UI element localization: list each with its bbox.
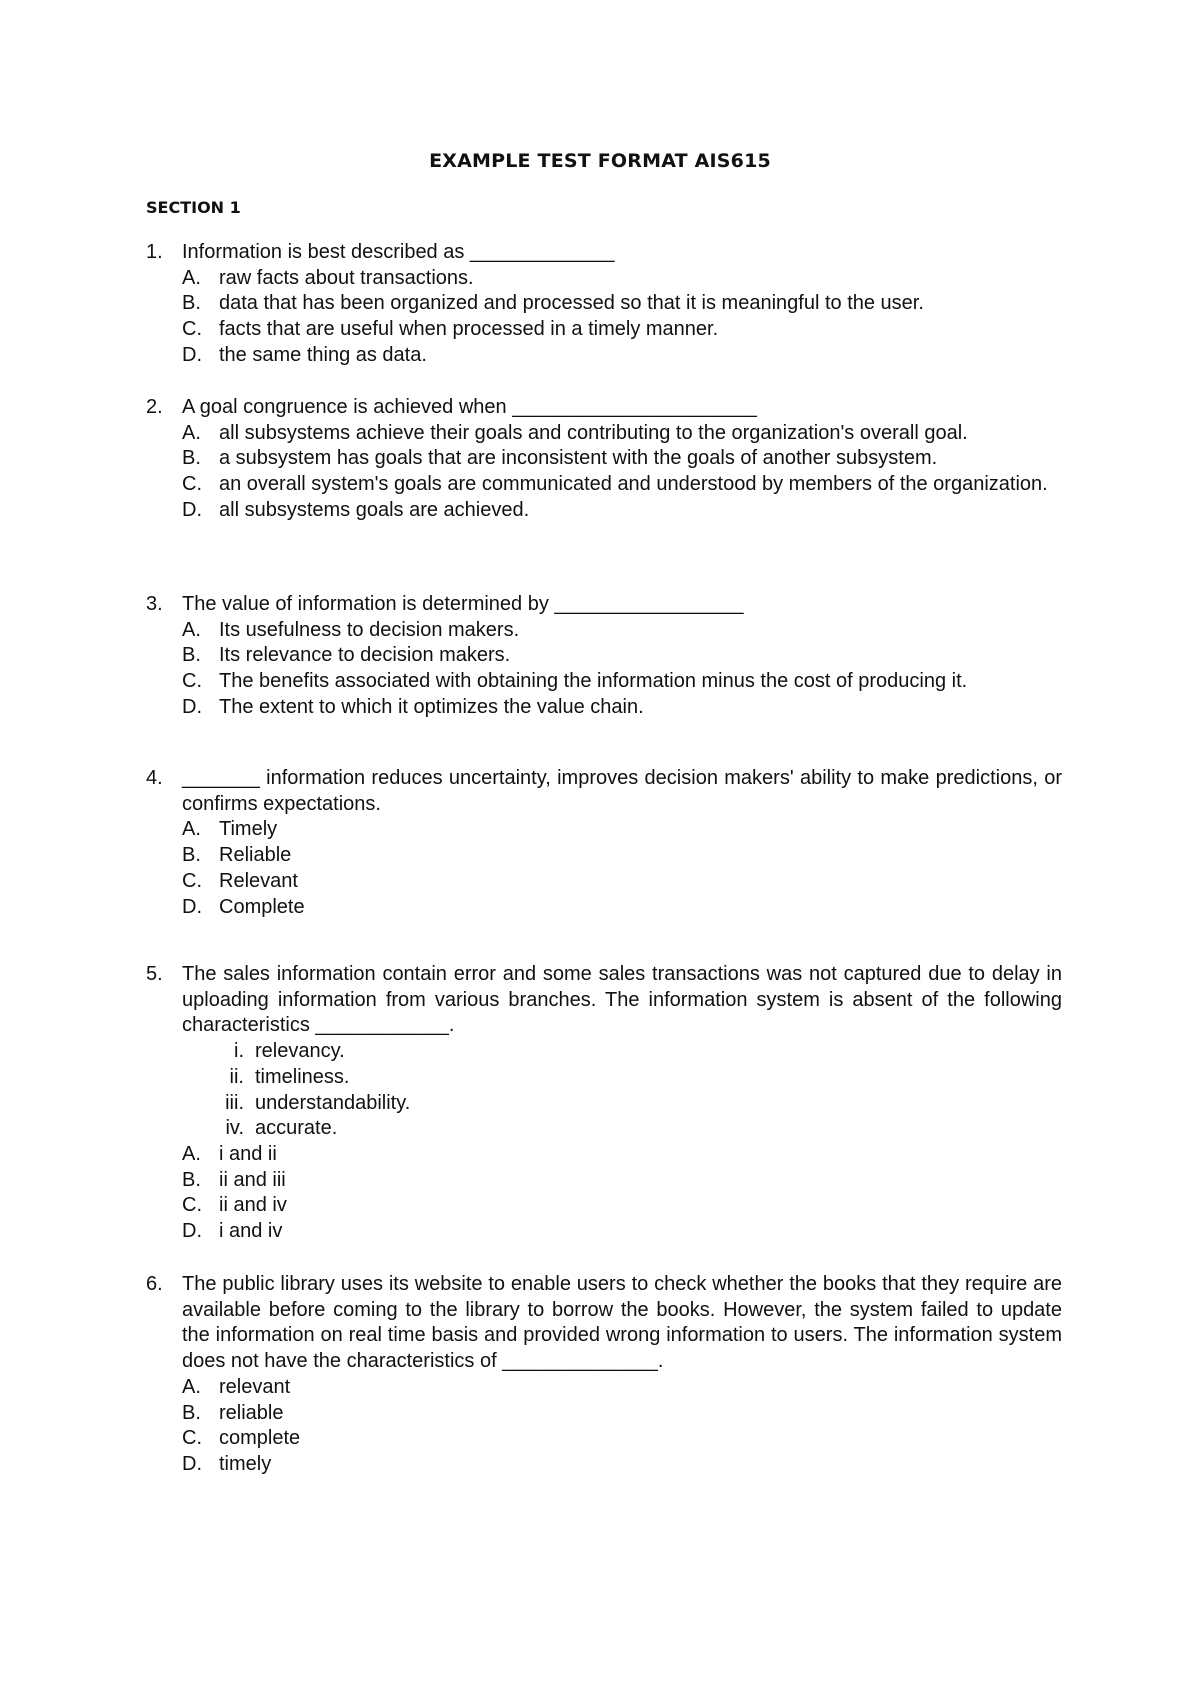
option-letter: D.: [182, 1452, 202, 1475]
sub-item-numeral: iv.: [225, 1117, 244, 1140]
option-d: [146, 343, 1062, 369]
question-stem: [146, 395, 1062, 421]
option-letter: A.: [182, 818, 201, 841]
option-text: relevant: [219, 1375, 291, 1398]
option-letter: A.: [182, 266, 201, 289]
option-c: [146, 472, 1062, 498]
sub-item-text: understandability.: [255, 1091, 411, 1114]
option-letter: B.: [182, 1168, 201, 1191]
option-letter: C.: [182, 318, 202, 341]
option-a: [146, 266, 1062, 292]
option-a: [146, 618, 1062, 644]
option-text: ii and iv: [219, 1194, 287, 1217]
option-text: Its usefulness to decision makers.: [219, 618, 520, 641]
option-text: Reliable: [219, 844, 292, 867]
question-5: [146, 962, 1062, 1245]
option-text: the same thing as data.: [219, 343, 427, 366]
question-number: 6.: [146, 1273, 163, 1295]
question-number: 4.: [146, 767, 163, 789]
sub-item-numeral: ii.: [229, 1065, 244, 1088]
option-d: [146, 1452, 1062, 1478]
option-letter: B.: [182, 844, 201, 867]
option-letter: D.: [182, 343, 202, 366]
question-number: 2.: [146, 396, 163, 418]
option-letter: A.: [182, 1142, 201, 1165]
question-2: [146, 395, 1062, 524]
option-letter: D.: [182, 1220, 202, 1243]
option-letter: C.: [182, 869, 202, 892]
option-text: timely: [219, 1452, 272, 1475]
option-text: a subsystem has goals that are inconsistent with the goals of another subsystem.: [219, 447, 938, 470]
option-letter: C.: [182, 670, 202, 693]
option-text: reliable: [219, 1401, 284, 1424]
sub-item-i: [146, 1039, 1062, 1065]
option-text: i and ii: [219, 1142, 277, 1165]
sub-item-numeral: i.: [234, 1040, 244, 1063]
document-title: EXAMPLE TEST FORMAT AIS615: [429, 150, 771, 172]
sub-item-text: timeliness.: [255, 1065, 350, 1088]
option-text: Relevant: [219, 869, 298, 892]
option-b: [146, 1168, 1062, 1194]
option-letter: A.: [182, 618, 201, 641]
option-text: The extent to which it optimizes the value chain.: [219, 695, 644, 718]
option-letter: B.: [182, 292, 201, 315]
option-text: raw facts about transactions.: [219, 266, 474, 289]
option-text: i and iv: [219, 1220, 283, 1243]
option-c: [146, 869, 1062, 895]
question-number: 1.: [146, 241, 163, 263]
question-text: The sales information contain error and some sales transactions was not captured due to delay in uploading information from various branches. The information system is absent of the following characteristics ____________.: [182, 963, 1062, 1037]
question-3: [146, 592, 1062, 721]
question-text: A goal congruence is achieved when ______________________: [182, 396, 757, 418]
option-text: ii and iii: [219, 1168, 286, 1191]
option-letter: C.: [182, 1427, 202, 1450]
option-d: [146, 498, 1062, 524]
question-text: The value of information is determined by _________________: [182, 593, 744, 615]
option-b: [146, 843, 1062, 869]
option-b: [146, 446, 1062, 472]
option-letter: A.: [182, 421, 201, 444]
option-c: [146, 669, 1062, 695]
option-b: [146, 291, 1062, 317]
sub-item-text: relevancy.: [255, 1040, 345, 1063]
question-stem: [146, 766, 1062, 817]
section-heading: SECTION 1: [146, 198, 241, 217]
option-c: [146, 1193, 1062, 1219]
option-text: all subsystems achieve their goals and contributing to the organization's overall goal.: [219, 421, 968, 444]
option-text: data that has been organized and processed so that it is meaningful to the user.: [219, 292, 924, 315]
option-letter: D.: [182, 895, 202, 918]
option-text: Complete: [219, 895, 305, 918]
option-letter: B.: [182, 644, 201, 667]
option-text: Its relevance to decision makers.: [219, 644, 511, 667]
question-text: Information is best described as _____________: [182, 241, 615, 263]
sub-item-text: accurate.: [255, 1117, 338, 1140]
option-d: [146, 895, 1062, 921]
question-4: [146, 766, 1062, 920]
question-number: 3.: [146, 593, 163, 615]
option-d: [146, 695, 1062, 721]
option-letter: A.: [182, 1375, 201, 1398]
option-letter: C.: [182, 1194, 202, 1217]
option-text: an overall system's goals are communicated and understood by members of the organization.: [219, 473, 1048, 496]
sub-item-iv: [146, 1116, 1062, 1142]
option-c: [146, 317, 1062, 343]
option-letter: D.: [182, 498, 202, 521]
option-a: [146, 1142, 1062, 1168]
question-number: 5.: [146, 963, 163, 985]
question-text: The public library uses its website to enable users to check whether the books that they require are available before coming to the library to borrow the books. However, the system failed to update the information on real time basis and provided wrong information to users. The information system does not have the characteristics of ______________.: [182, 1273, 1062, 1373]
option-a: [146, 817, 1062, 843]
question-stem: [146, 240, 1062, 266]
option-letter: C.: [182, 473, 202, 496]
option-letter: B.: [182, 1401, 201, 1424]
option-a: [146, 421, 1062, 447]
option-c: [146, 1426, 1062, 1452]
option-text: facts that are useful when processed in a timely manner.: [219, 318, 719, 341]
sub-item-iii: [146, 1091, 1062, 1117]
option-text: all subsystems goals are achieved.: [219, 498, 530, 521]
option-text: Timely: [219, 818, 278, 841]
option-a: [146, 1375, 1062, 1401]
option-d: [146, 1219, 1062, 1245]
option-letter: B.: [182, 447, 201, 470]
option-text: The benefits associated with obtaining the information minus the cost of producing it.: [219, 670, 968, 693]
question-1: [146, 240, 1062, 369]
question-6: [146, 1272, 1062, 1478]
sub-item-numeral: iii.: [225, 1091, 244, 1114]
option-letter: D.: [182, 695, 202, 718]
question-stem: [146, 962, 1062, 1039]
option-b: [146, 643, 1062, 669]
sub-item-ii: [146, 1065, 1062, 1091]
option-text: complete: [219, 1427, 301, 1450]
question-stem: [146, 1272, 1062, 1375]
question-text: _______ information reduces uncertainty, improves decision makers' ability to make predictions, or confirms expectations.: [182, 767, 1062, 815]
question-stem: [146, 592, 1062, 618]
option-b: [146, 1401, 1062, 1427]
